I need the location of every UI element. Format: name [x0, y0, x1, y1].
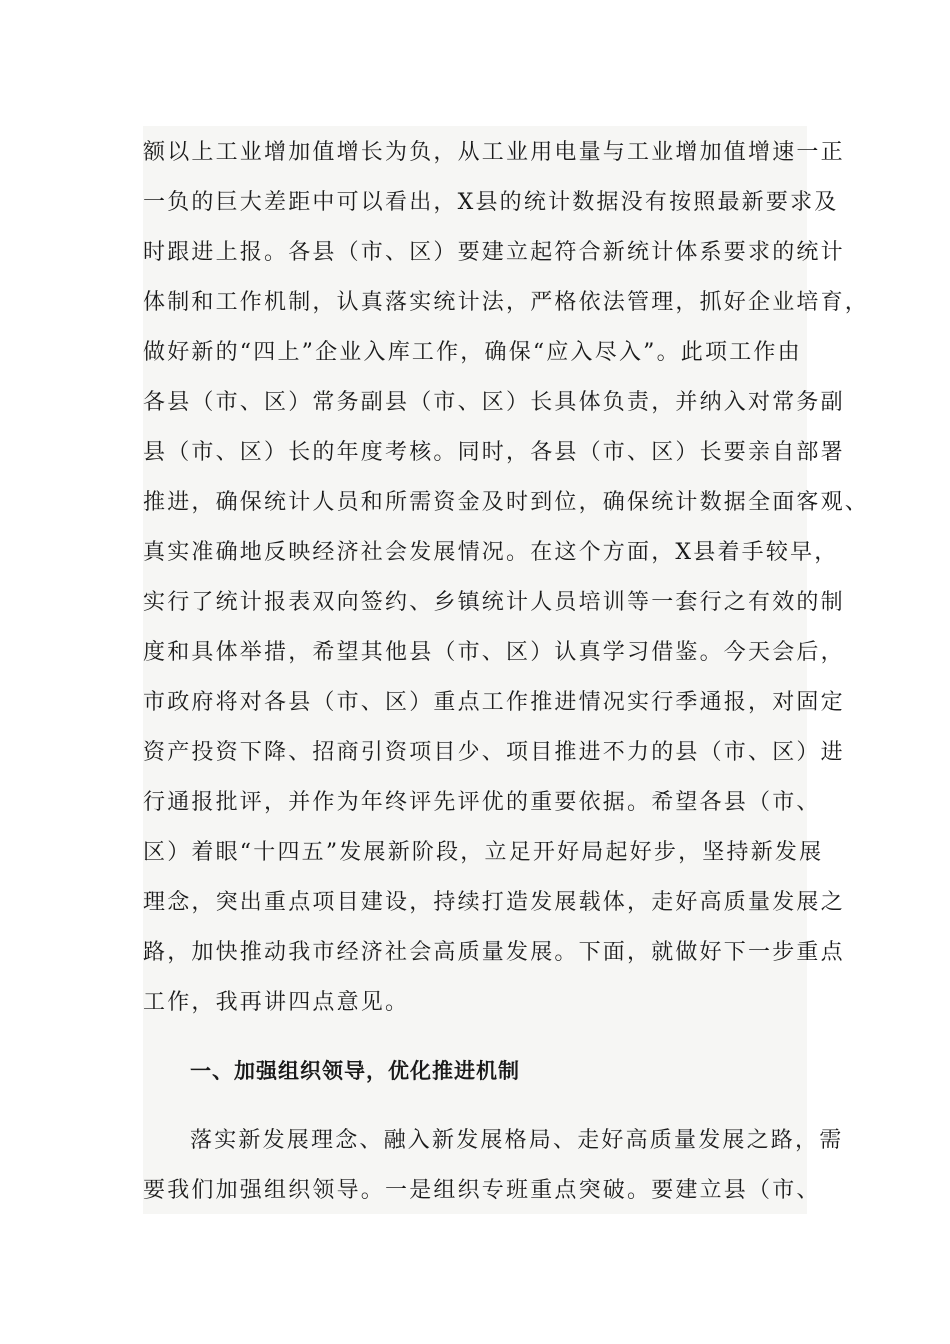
paragraph-line-14: 行通报批评，并作为年终评先评优的重要依据。希望各县（市、 [143, 790, 821, 815]
paragraph-line-2: 一负的巨大差距中可以看出，X县的统计数据没有按照最新要求及 [143, 190, 839, 215]
paragraph-line-1: 额以上工业增加值增长为负，从工业用电量与工业增加值增速一正 [143, 140, 845, 165]
paragraph-line-8: 推进，确保统计人员和所需资金及时到位，确保统计数据全面客观、 [143, 490, 870, 515]
paragraph-line-18: 工作，我再讲四点意见。 [143, 990, 410, 1015]
paragraph-line-10: 实行了统计报表双向签约、乡镇统计人员培训等一套行之有效的制 [143, 590, 845, 615]
paragraph-line-16: 理念，突出重点项目建设，持续打造发展载体，走好高质量发展之 [143, 890, 845, 915]
next-paragraph-line-1: 落实新发展理念、融入新发展格局、走好高质量发展之路，需 [190, 1128, 844, 1153]
next-paragraph-line-2: 要我们加强组织领导。一是组织专班重点突破。要建立县（市、 [143, 1178, 821, 1203]
section-heading: 一、加强组织领导，优化推进机制 [190, 1059, 520, 1083]
paragraph-line-12: 市政府将对各县（市、区）重点工作推进情况实行季通报，对固定 [143, 690, 845, 715]
paragraph-line-11: 度和具体举措，希望其他县（市、区）认真学习借鉴。今天会后， [143, 640, 845, 665]
paragraph-line-6: 各县（市、区）常务副县（市、区）长具体负责，并纳入对常务副 [143, 390, 845, 415]
paragraph-line-7: 县（市、区）长的年度考核。同时，各县（市、区）长要亲自部署 [143, 440, 845, 465]
paragraph-line-4: 体制和工作机制，认真落实统计法，严格依法管理，抓好企业培育， [143, 290, 870, 315]
paragraph-line-3: 时跟进上报。各县（市、区）要建立起符合新统计体系要求的统计 [143, 240, 845, 265]
paragraph-line-13: 资产投资下降、招商引资项目少、项目推进不力的县（市、区）进 [143, 740, 845, 765]
paragraph-line-15: 区）着眼“十四五”发展新阶段，立足开好局起好步，坚持新发展 [143, 840, 824, 865]
paragraph-line-9: 真实准确地反映经济社会发展情况。在这个方面，X县着手较早， [143, 540, 839, 565]
paragraph-line-17: 路，加快推动我市经济社会高质量发展。下面，就做好下一步重点 [143, 940, 845, 965]
paragraph-line-5: 做好新的“四上”企业入库工作，确保“应入尽入”。此项工作由 [143, 340, 802, 365]
